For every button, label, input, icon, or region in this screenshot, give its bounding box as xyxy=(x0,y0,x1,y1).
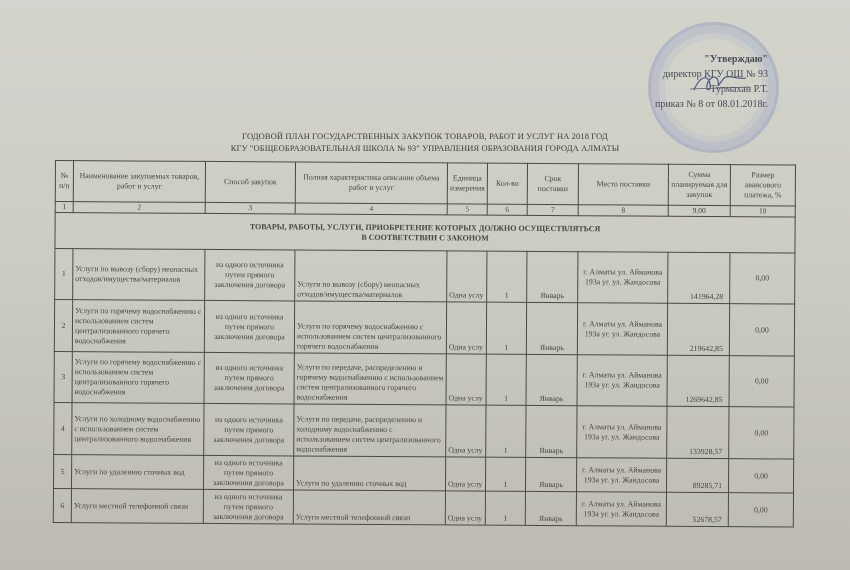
row-place: г. Алматы ул. Айманова 193а уг. ул. Жандосова xyxy=(576,492,666,527)
row-term: Январь xyxy=(527,251,578,302)
col-number: 6 xyxy=(487,204,527,215)
row-description: Услуги местной телефонной связи xyxy=(293,490,445,525)
table-row xyxy=(54,300,794,357)
row-sum: 133928,57 xyxy=(667,406,729,458)
row-sum: 219642,85 xyxy=(667,303,729,355)
col-number: 1 xyxy=(55,202,73,213)
row-unit: Одна услу xyxy=(445,457,485,491)
row-num: 2 xyxy=(54,300,72,352)
section-title-line-1: ТОВАРЫ, РАБОТЫ, УСЛУГИ, ПРИОБРЕТЕНИЕ КОТОРЫХ ДОЛЖНО ОСУЩЕСТВЛЯТЬСЯ xyxy=(249,221,601,233)
table-row xyxy=(54,402,794,459)
col-number: 7 xyxy=(527,204,578,215)
col-number: 4 xyxy=(295,203,447,215)
row-advance: 0,00 xyxy=(729,356,794,407)
table-header-row xyxy=(55,161,795,207)
row-qty: 1 xyxy=(485,491,525,525)
approval-block xyxy=(655,52,768,112)
row-method: из одного источника путем прямого заключения договора xyxy=(204,403,294,456)
row-description: Услуги по горячему водоснабжению с использованием систем централизованного горячего водоснабжения xyxy=(294,301,446,354)
row-method: из одного источника путем прямого заключения договора xyxy=(204,300,294,353)
table-row xyxy=(53,454,793,493)
approval-heading: "Утверждаю" xyxy=(704,54,768,65)
row-sum: 1269642,85 xyxy=(667,355,729,406)
row-qty: 1 xyxy=(486,405,526,457)
section-title xyxy=(55,213,795,254)
approval-order: приказ № 8 от 08.01.2018г. xyxy=(654,99,768,110)
row-unit: Одна услу xyxy=(445,491,485,525)
row-unit: Одна услу xyxy=(446,405,486,457)
header-method: Способ закупок xyxy=(205,161,295,203)
row-name: Услуги по горячему водоснабжению с использованием систем централизованного горячего водоснабжения xyxy=(72,300,204,353)
title-line-1: ГОДОВОЙ ПЛАН ГОСУДАРСТВЕННЫХ ЗАКУПОК ТОВАРОВ, РАБОТ И УСЛУГ НА 2018 ГОД xyxy=(242,131,608,141)
row-num: 3 xyxy=(54,351,72,402)
header-sum: Сумма планируемая для закупок xyxy=(668,164,730,205)
row-name: Услуги местной телефонной связи xyxy=(71,489,203,524)
row-method: из одного источника путем прямого заключения договора xyxy=(203,455,293,490)
row-advance: 0,00 xyxy=(729,304,794,356)
approval-name: Турмахан Р.Т. xyxy=(710,84,768,95)
row-place: г. Алматы ул. Айманова 193а уг. ул. Жандосова xyxy=(576,458,666,493)
row-term: Январь xyxy=(526,405,577,457)
title-line-2: КГУ "ОБЩЕОБРАЗОВАТЕЛЬНАЯ ШКОЛА № 93" УПРАВЛЕНИЯ ОБРАЗОВАНИЯ ГОРОДА АЛМАТЫ xyxy=(230,143,620,153)
row-num: 1 xyxy=(55,249,73,300)
section-header-row xyxy=(55,213,795,254)
row-description: Услуги по передаче, распределению и горячему водоснабжению с использованием систем централизованного горячего водоснабжения xyxy=(294,353,446,405)
row-description: Услуги по удалению сточных вод xyxy=(293,456,445,491)
row-unit: Одна услу xyxy=(446,354,486,405)
table-row xyxy=(53,488,793,527)
row-qty: 1 xyxy=(486,302,526,354)
row-advance: 0,00 xyxy=(730,253,795,304)
row-term: Январь xyxy=(526,354,577,405)
section-title-line-2: В СООТВЕТСТВИИ С ЗАКОНОМ xyxy=(361,232,489,243)
table-row xyxy=(54,351,794,407)
row-sum: 141964,28 xyxy=(668,252,730,303)
header-place: Место поставки xyxy=(578,164,668,206)
row-unit: Одна услу xyxy=(446,302,486,354)
col-number: 10 xyxy=(730,206,795,217)
col-number: 3 xyxy=(205,202,295,214)
row-name: Услуги по вывозу (сбору) неопасных отходов/имущества/материалов xyxy=(73,249,205,301)
header-qty: Кол-во xyxy=(487,163,527,204)
row-place: г. Алматы ул. Айманова 193а уг. ул. Жандосова xyxy=(577,406,667,459)
row-unit: Одна услу xyxy=(447,251,487,302)
row-qty: 1 xyxy=(487,251,527,302)
row-term: Январь xyxy=(525,457,576,491)
header-advance: Размер авансового платежа, % xyxy=(730,165,795,206)
header-description: Полная характеристика описание объема работ и услуг xyxy=(295,162,447,204)
row-method: из одного источника путем прямого заключения договора xyxy=(205,249,295,301)
col-number: 5 xyxy=(447,204,487,215)
header-term: Срок поставки xyxy=(527,163,578,204)
row-place: г. Алматы ул. Айманова 193а уг. ул. Жандосова xyxy=(577,355,667,407)
header-name: Наименование закупаемых товаров, работ и услуг xyxy=(73,161,205,203)
row-num: 4 xyxy=(54,402,72,454)
row-advance: 0,00 xyxy=(729,407,794,459)
col-number: 8 xyxy=(578,205,668,217)
row-place: г. Алматы ул. Айманова 193а уг. ул. Жандосова xyxy=(577,303,667,356)
row-name: Услуги по удалению сточных вод xyxy=(71,455,203,490)
row-description: Услуги по вывозу (сбору) неопасных отходов/имущества/материалов xyxy=(295,250,447,302)
row-sum: 52678,57 xyxy=(666,492,728,526)
row-sum: 89285,71 xyxy=(666,458,728,492)
row-method: из одного источника путем прямого заключения договора xyxy=(203,489,293,524)
row-qty: 1 xyxy=(485,457,525,491)
col-number: 2 xyxy=(73,202,205,214)
row-name: Услуги по холодному водоснабжению с использованием систем централизованного водоснабжения xyxy=(72,403,204,456)
row-advance: 0,00 xyxy=(728,459,793,493)
approval-position: директор КГУ ОШ № 93 xyxy=(662,69,768,80)
document-title xyxy=(150,130,700,154)
row-qty: 1 xyxy=(486,354,526,405)
row-term: Январь xyxy=(526,302,577,354)
row-advance: 0,00 xyxy=(728,493,793,527)
header-unit: Единица измерения xyxy=(447,163,487,204)
table-row xyxy=(55,249,795,305)
header-num: № п/п xyxy=(55,161,73,202)
row-place: г. Алматы ул. Айманова 193а уг. ул. Жандосова xyxy=(578,252,668,304)
row-description: Услуги по передаче, распределению и холодному водоснабжению с использованием систем централизованного водоснабжения xyxy=(294,404,446,457)
procurement-table xyxy=(53,160,796,528)
col-number: 9,00 xyxy=(668,205,730,216)
row-num: 6 xyxy=(53,488,71,522)
row-num: 5 xyxy=(53,454,71,488)
row-name: Услуги по горячему водоснабжению с использованием систем централизованного горячего водоснабжения xyxy=(72,352,204,404)
row-method: из одного источника путем прямого заключения договора xyxy=(204,352,294,404)
row-term: Январь xyxy=(525,491,576,525)
